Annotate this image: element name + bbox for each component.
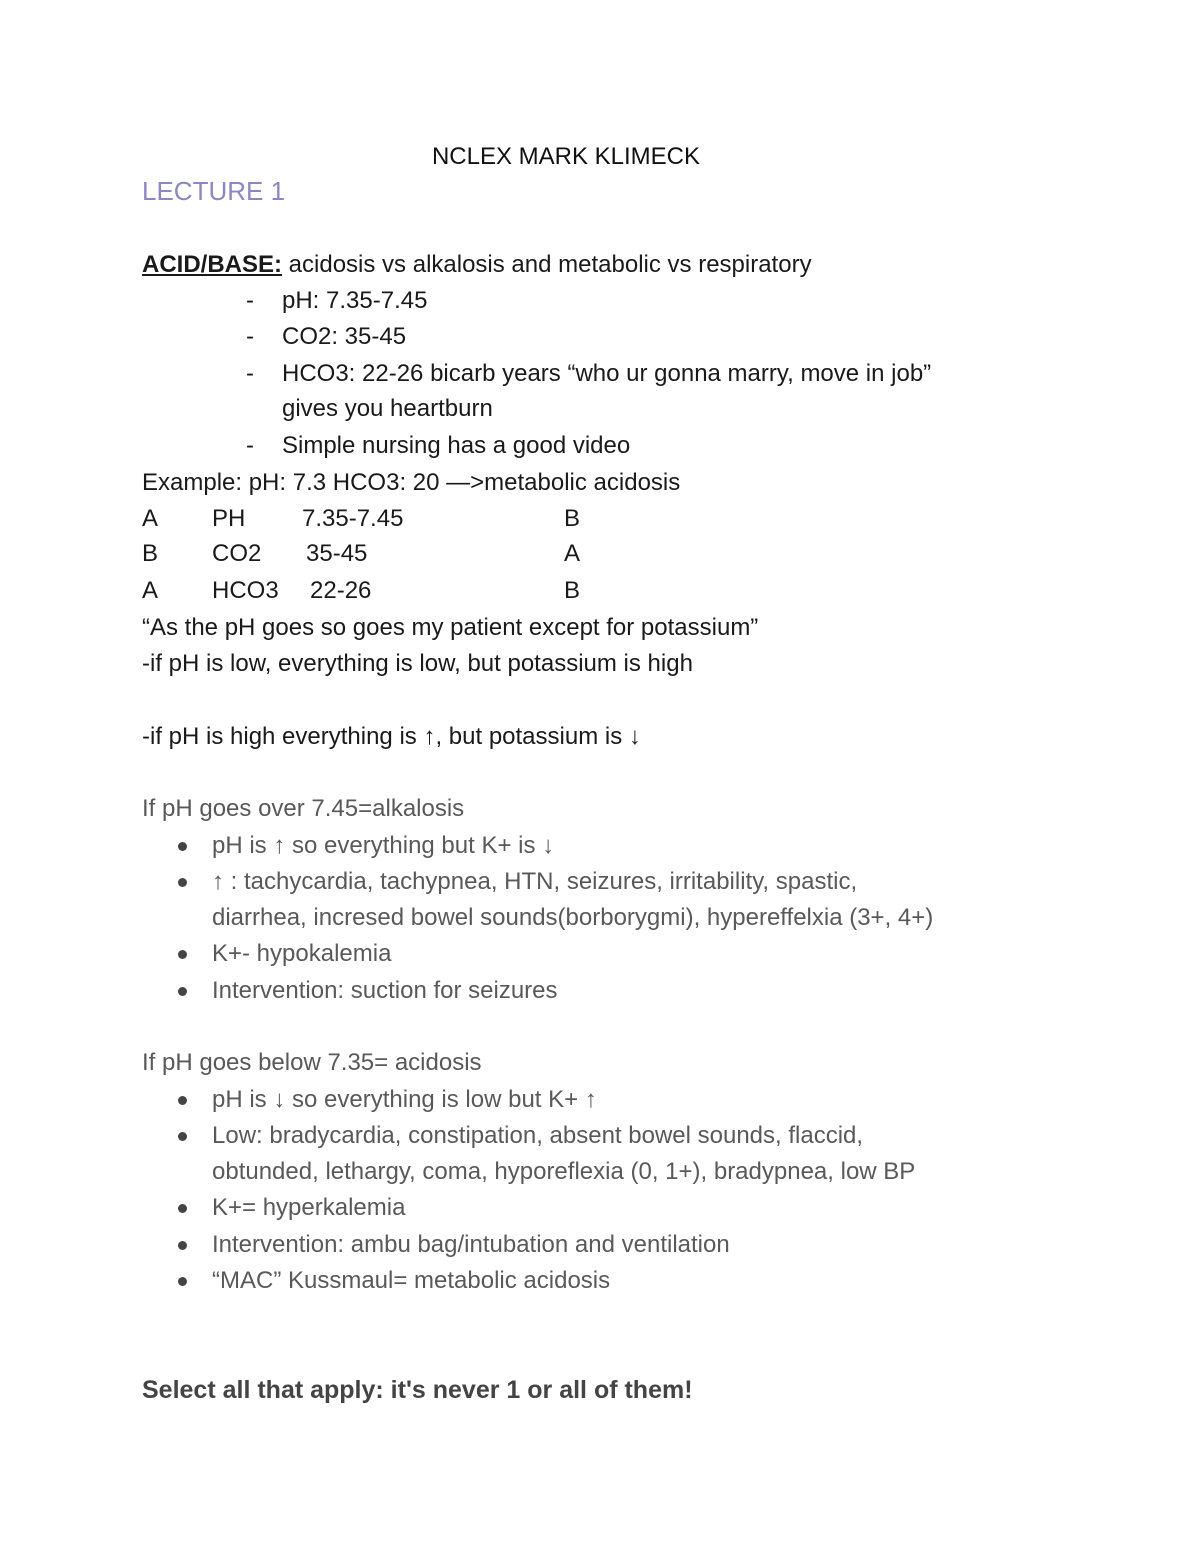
acidosis-item-cont: obtunded, lethargy, coma, hyporeflexia (0, 1+), bradypnea, low BP (212, 1158, 916, 1185)
table-cell-left: A (142, 577, 159, 604)
bullet-icon (178, 987, 187, 996)
dash-item-co2: CO2: 35-45 (282, 323, 407, 350)
quote-line: “As the pH goes so goes my patient except for potassium” (142, 614, 759, 641)
bullet-icon (178, 1204, 187, 1213)
dash-marker: - (246, 360, 254, 387)
bullet-icon (178, 1277, 187, 1286)
dash-item-hco3-cont: gives you heartburn (282, 395, 493, 422)
acidosis-item: “MAC” Kussmaul= metabolic acidosis (212, 1267, 611, 1294)
alkalosis-item-cont: diarrhea, incresed bowel sounds(borborygmi), hypereffelxia (3+, 4+) (212, 904, 934, 931)
acidosis-item: Intervention: ambu bag/intubation and ventilation (212, 1231, 730, 1258)
alkalosis-item: pH is ↑ so everything but K+ is ↓ (212, 832, 555, 859)
alkalosis-item: ↑ : tachycardia, tachypnea, HTN, seizures, irritability, spastic, (212, 868, 858, 895)
lecture-heading: LECTURE 1 (142, 176, 286, 206)
table-cell-right: B (564, 577, 581, 604)
dash-item-ph: pH: 7.35-7.45 (282, 287, 428, 314)
acid-base-line (142, 250, 812, 280)
table-cell-right: A (564, 540, 581, 567)
table-cell-left: B (142, 540, 159, 567)
acidosis-item: Low: bradycardia, constipation, absent bowel sounds, flaccid, (212, 1122, 864, 1149)
table-cell-range: 7.35-7.45 (302, 505, 404, 532)
acid-base-intro: acidosis vs alkalosis and metabolic vs respiratory (282, 251, 812, 278)
dash-marker: - (246, 323, 254, 350)
acid-base-heading: ACID/BASE: (142, 251, 283, 278)
table-cell-left: A (142, 505, 159, 532)
alkalosis-item: K+- hypokalemia (212, 940, 392, 967)
acidosis-heading: If pH goes below 7.35= acidosis (142, 1049, 482, 1076)
dash-marker: - (246, 432, 254, 459)
acidosis-item: pH is ↓ so everything is low but K+ ↑ (212, 1086, 597, 1113)
table-cell-name: HCO3 (212, 577, 279, 604)
acidosis-item: K+= hyperkalemia (212, 1194, 406, 1221)
table-cell-name: CO2 (212, 540, 262, 567)
table-cell-name: PH (212, 505, 246, 532)
bullet-icon (178, 878, 187, 887)
bullet-icon (178, 842, 187, 851)
dash-marker: - (246, 287, 254, 314)
bullet-icon (178, 1132, 187, 1141)
bullet-icon (178, 950, 187, 959)
document-title: NCLEX MARK KLIMECK (431, 143, 701, 170)
example-line: Example: pH: 7.3 HCO3: 20 —>metabolic acidosis (142, 469, 681, 496)
table-cell-range: 22-26 (310, 577, 372, 604)
alkalosis-heading: If pH goes over 7.45=alkalosis (142, 795, 465, 822)
table-cell-right: B (564, 505, 581, 532)
dash-item-video: Simple nursing has a good video (282, 432, 631, 459)
high-rule-line: -if pH is high everything is ↑, but potassium is ↓ (142, 723, 641, 750)
table-cell-range: 35-45 (306, 540, 368, 567)
alkalosis-item: Intervention: suction for seizures (212, 977, 558, 1004)
bullet-icon (178, 1096, 187, 1105)
select-all-note: Select all that apply: it's never 1 or all of them! (142, 1376, 693, 1404)
bullet-icon (178, 1241, 187, 1250)
low-rule-line: -if pH is low, everything is low, but potassium is high (142, 650, 693, 677)
dash-item-hco3: HCO3: 22-26 bicarb years “who ur gonna marry, move in job” (282, 360, 932, 387)
